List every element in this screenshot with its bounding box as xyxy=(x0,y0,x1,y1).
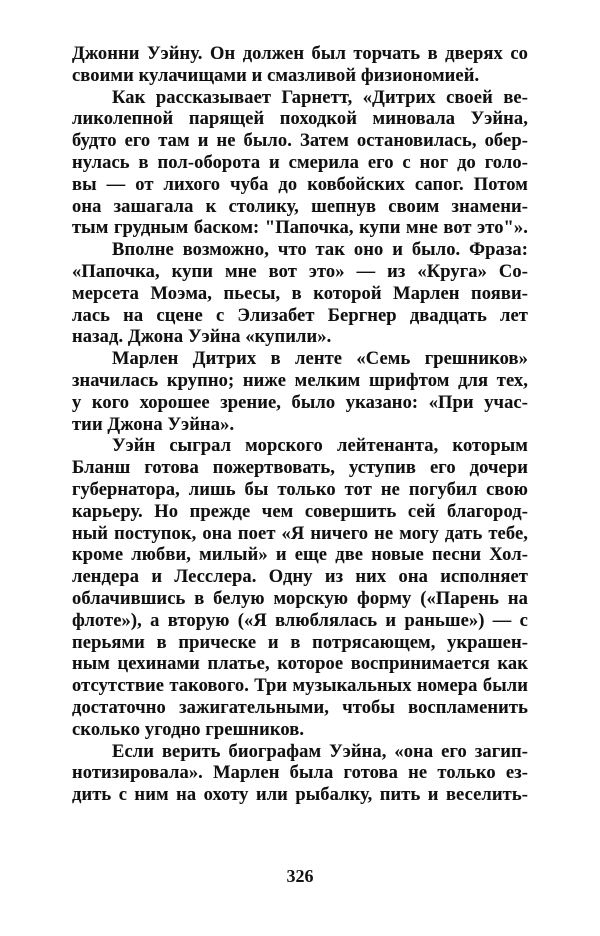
text-line: достаточно зажигательными, чтобы воспламенить xyxy=(72,697,528,718)
text-line: губернатора, лишь бы только тот не погубил свою xyxy=(72,479,528,500)
text-line: мерсета Моэма, пьесы, в которой Марлен появи- xyxy=(72,283,528,304)
text-line: кроме любви, милый» и еще две новые песни Хол- xyxy=(72,545,528,566)
text-line: Вполне возможно, что так оно и было. Фраза: xyxy=(112,240,528,261)
book-page-text xyxy=(72,44,528,807)
text-line: своими кулачищами и смазливой физиономией. xyxy=(72,65,480,86)
page-number: 326 xyxy=(286,866,314,886)
text-line: назад. Джона Уэйна «купили». xyxy=(72,327,332,348)
text-line: лась на сцене с Элизабет Бергнер двадцать лет xyxy=(72,305,528,326)
text-line: вы — от лихого чуба до ковбойских сапог. Потом xyxy=(72,174,528,195)
text-line: ликолепной парящей походкой миновала Уэйна, xyxy=(72,109,528,130)
text-line: облачившись в белую морскую форму («Парень на xyxy=(72,588,528,609)
text-line: лендера и Лесслера. Одну из них она исполняет xyxy=(72,567,528,588)
text-line: Бланш готова пожертвовать, уступив его дочери xyxy=(72,458,528,479)
text-line: Марлен Дитрих в ленте «Семь грешников» xyxy=(112,349,528,370)
text-line: Как рассказывает Гарнетт, «Дитрих своей ве- xyxy=(112,87,528,108)
text-line: ным цехинами платье, которое воспринимается как xyxy=(72,654,528,675)
text-line: тии Джона Уэйна». xyxy=(72,414,235,435)
text-line: отсутствие такового. Три музыкальных номера были xyxy=(72,676,528,697)
text-line: дить с ним на охоту или рыбалку, пить и веселить- xyxy=(72,785,528,806)
text-line: значилась крупно; ниже мелким шрифтом для тех, xyxy=(72,370,528,391)
text-line: тым грудным баском: "Папочка, купи мне вот это"». xyxy=(72,218,528,239)
text-line: ный поступок, она поет «Я ничего не могу дать тебе, xyxy=(72,523,528,544)
text-line: она зашагала к столику, шепнув своим знамени- xyxy=(72,196,528,217)
text-line: у кого хорошее зрение, было указано: «При учас- xyxy=(72,392,528,413)
text-line: Если верить биографам Уэйна, «она его загип- xyxy=(112,741,528,762)
text-line: нотизировала». Марлен была готова не только ез- xyxy=(72,763,528,784)
text-line: «Папочка, купи мне вот это» — из «Круга» Со- xyxy=(72,261,528,282)
text-line: Уэйн сыграл морского лейтенанта, которым xyxy=(112,436,528,457)
text-line: сколько угодно грешников. xyxy=(72,719,305,740)
text-line: карьеру. Но прежде чем совершить сей благород- xyxy=(72,501,528,522)
text-line: нулась в пол-оборота и смерила его с ног до голо- xyxy=(72,152,528,173)
text-line: будто его там и не было. Затем остановилась, обер- xyxy=(72,131,528,152)
text-line: перьями в прическе и в потрясающем, украшен- xyxy=(72,632,528,653)
text-line: Джонни Уэйну. Он должен был торчать в дверях со xyxy=(72,44,528,64)
text-line: флоте»), а вторую («Я влюблялась и раньше») — с xyxy=(72,610,528,631)
